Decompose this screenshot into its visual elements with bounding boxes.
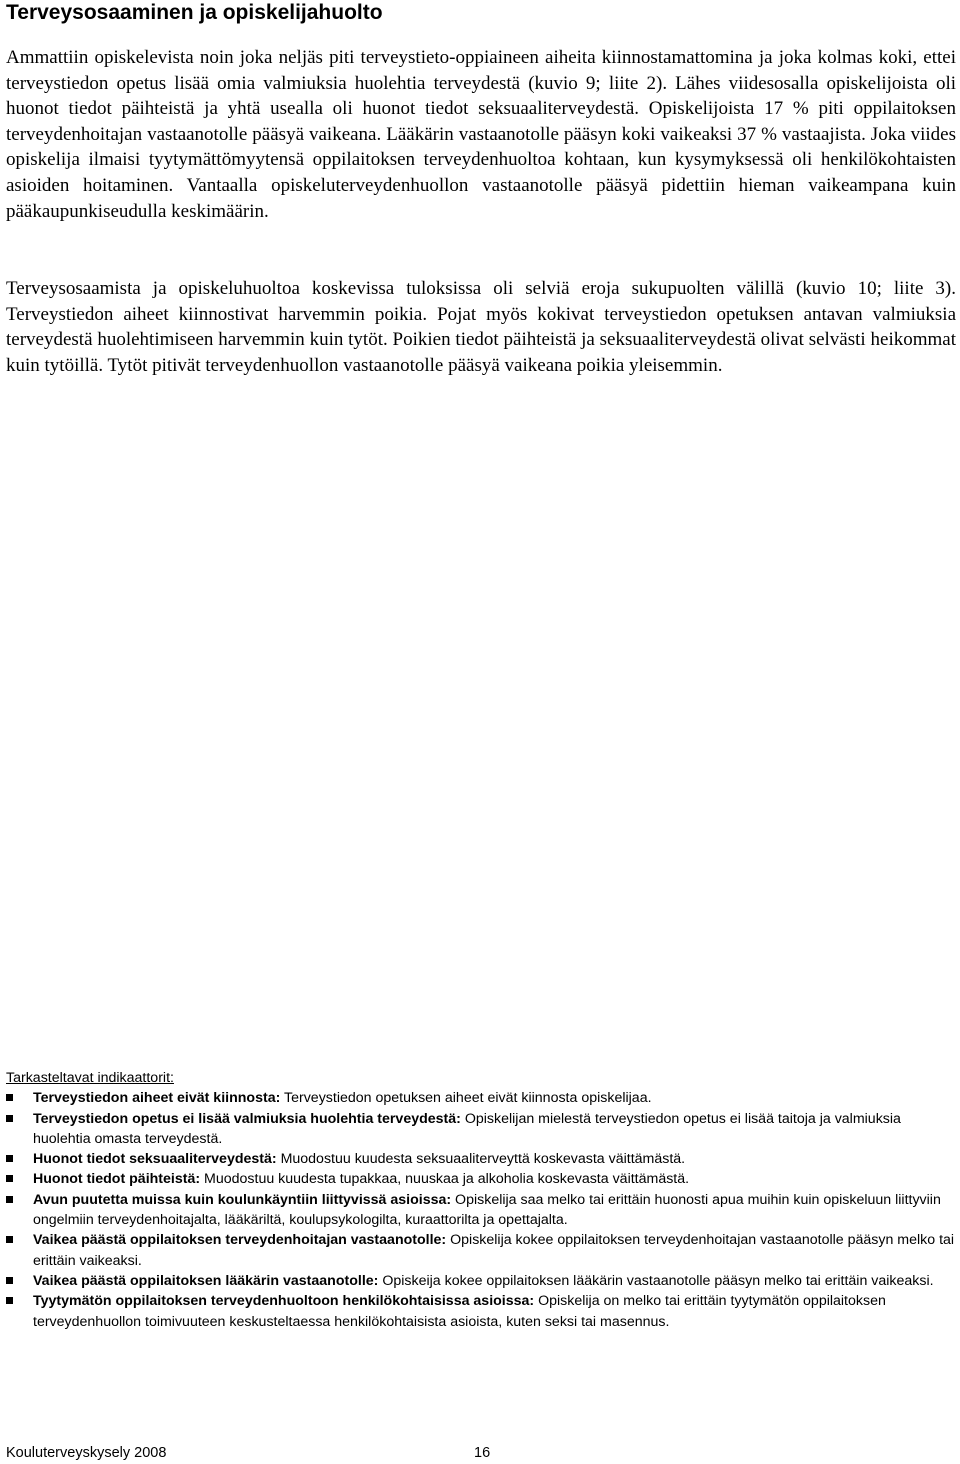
body-paragraph-2: Terveysosaamista ja opiskeluhuoltoa koskevissa tuloksissa oli selviä eroja sukupuolten välillä (kuvio 10; liite 3). Terveystiedon aiheet kiinnostivat harvemmin poikia. Pojat myös kokivat terveystiedon opetuksen antavan valmiuksia terveydestä huolehtimiseen harvemmin kuin tytöt. Poikien tiedot päihteistä ja seksuaaliterveydestä olivat selvästi heikommat kuin tytöillä. Tytöt pitivät terveydenhuollon vastaanotolle pääsyä vaikeana poikia yleisemmin. (6, 278, 956, 376)
page-footer (6, 1444, 956, 1464)
indicator-item (6, 1088, 956, 1108)
indicator-item (6, 1149, 956, 1169)
indicator-description: Muodostuu kuudesta seksuaaliterveyttä koskevasta väittämästä. (276, 1151, 686, 1168)
indicator-term: Vaikea päästä oppilaitoksen lääkärin vastaanotolle: (33, 1272, 379, 1289)
square-bullet-icon (6, 1155, 13, 1162)
indicator-description: Opiskelija kokee oppilaitoksen terveydenhoitajan vastaanotolle pääsyn melko tai erittäin vaikeaksi. (33, 1232, 955, 1269)
square-bullet-icon (6, 1277, 13, 1284)
indicator-item (6, 1271, 956, 1291)
indicator-item (6, 1169, 956, 1189)
footer-title: Kouluterveyskysely 2008 (6, 1445, 167, 1461)
indicator-item (6, 1291, 956, 1332)
indicator-term: Tyytymätön oppilaitoksen terveydenhuoltoon henkilökohtaisissa asioissa: (33, 1293, 535, 1310)
indicator-description: Opiskeija kokee oppilaitoksen lääkärin vastaanotolle pääsyn melko tai erittäin vaikeaksi. (378, 1272, 934, 1289)
page-heading: Terveysosaaminen ja opiskelijahuolto (6, 1, 383, 24)
indicator-term: Avun puutetta muissa kuin koulunkäyntiin liittyvissä asioissa: (33, 1191, 452, 1208)
indicator-item (6, 1230, 956, 1271)
square-bullet-icon (6, 1175, 13, 1182)
indicators-title: Tarkasteltavat indikaattorit: (6, 1070, 174, 1086)
indicator-item (6, 1109, 956, 1150)
square-bullet-icon (6, 1297, 13, 1304)
indicator-term: Huonot tiedot päihteistä: (33, 1171, 201, 1188)
square-bullet-icon (6, 1196, 13, 1203)
page-number: 16 (474, 1445, 491, 1461)
indicator-description: Opiskelijan mielestä terveystiedon opetus ei lisää taitoja ja valmiuksia huolehtia omasta terveydestä. (33, 1110, 901, 1147)
indicator-description: Opiskelija saa melko tai erittäin huonosti apua muihin kuin opiskeluun liittyviin ongelmiin terveydenhoitajalta, lääkäriltä, koulupsykologilta, kuraattorilta ja opettajalta. (33, 1191, 941, 1229)
indicator-description: Muodostuu kuudesta tupakkaa, nuuskaa ja alkoholia koskevasta väittämästä. (200, 1171, 690, 1188)
square-bullet-icon (6, 1115, 13, 1122)
indicators-list (6, 1088, 956, 1332)
body-paragraph-1: Ammattiin opiskelevista noin joka neljäs piti terveystieto-oppiaineen aiheita kiinnostamattomina ja joka kolmas koki, ettei terveystiedon opetus lisää omia valmiuksia huolehtia terveydestä (kuvio 9; liite 2). Lähes viidesosalla opiskelijoista oli huonot tiedot päihteistä ja yhtä usealla oli huonot tiedot seksuaaliterveydestä. Opiskelijoista 17 % piti oppilaitoksen terveydenhoitajan vastaanotolle pääsyä vaikeana. Lääkärin vastaanotolle pääsyn koki vaikeaksi 37 % vastaajista. Joka viides opiskelija ilmaisi tyytymättömyytensä oppilaitoksen terveydenhuoltoa kohtaan, kun kysymyksessä oli henkilökohtaisten asioiden hoitaminen. Vantaalla opiskeluterveydenhuollon vastaanotolle pääsyä pidettiin hieman vaikeampana kuin pääkaupunkiseudulla keskimäärin. (6, 47, 956, 222)
indicator-item (6, 1190, 956, 1231)
indicator-term: Terveystiedon aiheet eivät kiinnosta: (33, 1090, 281, 1107)
indicators-box (6, 1068, 956, 1332)
indicator-term: Huonot tiedot seksuaaliterveydestä: (33, 1151, 277, 1168)
indicator-term: Terveystiedon opetus ei lisää valmiuksia huolehtia terveydestä: (33, 1110, 461, 1127)
square-bullet-icon (6, 1094, 13, 1101)
indicator-description: Opiskelija on melko tai erittäin tyytymätön oppilaitoksen terveydenhuollon toimivuuteen keskusteltaessa henkilökohtaisista asioista, kuten seksi tai masennus. (33, 1293, 886, 1330)
indicator-term: Vaikea päästä oppilaitoksen terveydenhoitajan vastaanotolle: (33, 1232, 447, 1249)
square-bullet-icon (6, 1236, 13, 1243)
indicator-description: Terveystiedon opetuksen aiheet eivät kiinnosta opiskelijaa. (280, 1090, 652, 1107)
